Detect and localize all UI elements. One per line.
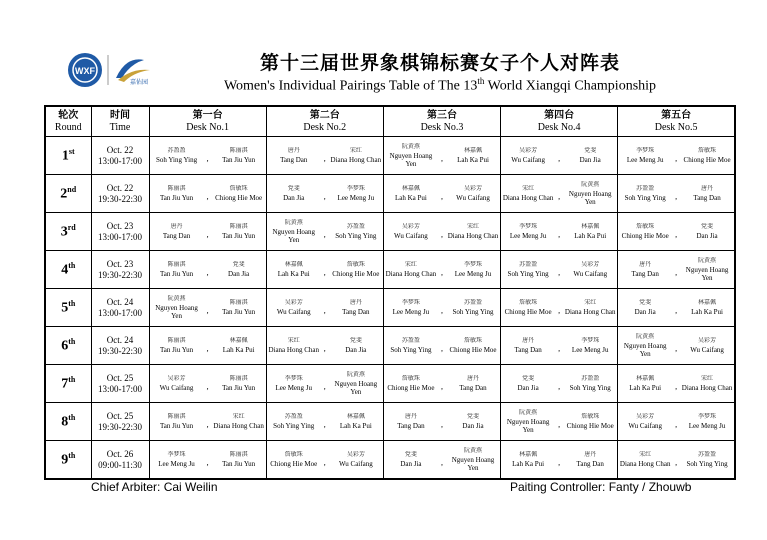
round-hours: 13:00-17:00: [98, 155, 142, 166]
player-black: 李梦珠 Lee Meng Ju: [454, 261, 492, 278]
round-time: [91, 137, 149, 175]
player-black: 陈丽淇 Tan Jiu Yun: [222, 223, 256, 240]
pairing-cell: [149, 175, 266, 213]
pairing-cell: [501, 289, 618, 327]
player-red: 林嘉佩 Lah Ka Pui: [512, 451, 545, 468]
desk-header: 第五台 Desk No.5: [618, 106, 735, 137]
round-time: [91, 327, 149, 365]
pairing-cell: [383, 213, 500, 251]
player-black: 林嘉佩 Lah Ka Pui: [574, 223, 607, 240]
separator: ,: [440, 458, 443, 467]
player-red: 苏盈盈 Soh Ying Ying: [507, 261, 549, 278]
pairing-cell: [501, 403, 618, 441]
separator: ,: [440, 420, 443, 429]
player-red: 阮黄燕 Nguyen Hoang Yen: [155, 295, 198, 320]
player-black: 吴彩芳 Wu Caifang: [456, 185, 490, 202]
player-red: 李梦珠 Lee Meng Ju: [158, 451, 195, 468]
round-hours: 19:30-22:30: [98, 269, 142, 280]
player-red: 林嘉佩 Lah Ka Pui: [277, 261, 310, 278]
player-black: 苏盈盈 Soh Ying Ying: [686, 451, 728, 468]
pairing-cell: [501, 213, 618, 251]
player-black: 阮黄燕 Nguyen Hoang Yen: [685, 257, 729, 282]
player-black: 陈丽淇 Tan Jiu Yun: [222, 147, 256, 164]
player-red: 李梦珠 Lee Meng Ju: [626, 147, 664, 164]
player-black: 阮黄燕 Nguyen Hoang Yen: [334, 371, 378, 396]
separator: ,: [558, 230, 561, 239]
separator: ,: [675, 268, 678, 277]
round-row: [45, 327, 735, 365]
pairing-cell: [266, 213, 383, 251]
pairing-cell: [501, 327, 618, 365]
separator: ,: [675, 382, 678, 391]
player-red: 阮黄燕 Nguyen Hoang Yen: [389, 143, 433, 168]
pairing-cell: [618, 441, 735, 480]
separator: ,: [323, 192, 326, 201]
player-red: 吴彩芳 Wu Caifang: [511, 147, 545, 164]
separator: ,: [558, 306, 561, 315]
player-red: 苏盈盈 Soh Ying Ying: [273, 413, 315, 430]
player-black: 林嘉佩 Lah Ka Pui: [339, 413, 372, 430]
player-red: 党斐 Dan Jia: [400, 451, 422, 468]
player-red: 苏盈盈 Soh Ying Ying: [155, 147, 198, 164]
separator: ,: [440, 268, 443, 277]
player-red: 詹敏珠 Chiong Hie Moe: [621, 223, 669, 240]
player-black: 宋红 Diana Hong Chan: [564, 299, 616, 316]
separator: ,: [558, 154, 561, 163]
desk-header: 第一台 Desk No.1: [149, 106, 266, 137]
player-black: 党斐 Dan Jia: [579, 147, 601, 164]
player-red: 苏盈盈 Soh Ying Ying: [390, 337, 432, 354]
pairing-cell: [383, 251, 500, 289]
round-hours: 19:30-22:30: [98, 345, 142, 356]
pairing-cell: [618, 327, 735, 365]
player-black: 陈丽淇 Tan Jiu Yun: [222, 451, 256, 468]
round-number: 6th: [45, 327, 91, 365]
round-time: [91, 251, 149, 289]
desk-header: 第二台 Desk No.2: [266, 106, 383, 137]
title-chinese: 第十三届世界象棋锦标赛女子个人对阵表: [259, 52, 620, 74]
separator: ,: [675, 154, 678, 163]
player-black: 党斐 Dan Jia: [462, 413, 484, 430]
player-black: 宋红 Diana Hong Chan: [330, 147, 382, 164]
round-date: Oct. 22: [106, 144, 134, 155]
player-black: 李梦珠 Lee Meng Ju: [337, 185, 375, 202]
round-hours: 13:00-17:00: [98, 231, 142, 242]
round-row: [45, 251, 735, 289]
player-black: 宋红 Diana Hong Chan: [681, 375, 733, 392]
pairing-cell: [266, 137, 383, 175]
separator: ,: [323, 268, 326, 277]
pairing-cell: [266, 289, 383, 327]
separator: ,: [558, 382, 561, 391]
round-date: Oct. 22: [106, 182, 134, 193]
player-red: 阮黄燕 Nguyen Hoang Yen: [506, 409, 550, 434]
player-black: 吴彩芳 Wu Caifang: [690, 337, 724, 354]
player-black: 唐丹 Tang Dan: [459, 375, 487, 392]
title-english: Women's Individual Pairings Table of The 13th World Xiangqi Championship: [223, 76, 657, 94]
separator: ,: [206, 268, 209, 277]
desk-header: 第三台 Desk No.3: [383, 106, 500, 137]
player-red: 林嘉佩 Lah Ka Pui: [394, 185, 427, 202]
player-black: 党斐 Dan Jia: [345, 337, 367, 354]
pairing-cell: [618, 403, 735, 441]
pairing-cell: [266, 441, 383, 480]
player-red: 陈丽淇 Tan Jiu Yun: [160, 337, 194, 354]
separator: ,: [323, 306, 326, 315]
round-date: Oct. 23: [106, 258, 134, 269]
player-black: 陈丽淇 Tan Jiu Yun: [222, 299, 256, 316]
pairing-cell: [501, 175, 618, 213]
pairing-cell: [266, 365, 383, 403]
pairing-cell: [618, 365, 735, 403]
player-red: 唐丹 Tang Dan: [162, 223, 191, 240]
player-red: 唐丹 Tang Dan: [397, 413, 425, 430]
pairing-cell: [149, 403, 266, 441]
pairing-cell: [618, 175, 735, 213]
player-red: 詹敏珠 Chiong Hie Moe: [387, 375, 435, 392]
pairing-cell: [149, 441, 266, 480]
player-red: 党斐 Dan Jia: [634, 299, 656, 316]
separator: ,: [323, 382, 326, 391]
pairing-cell: [618, 251, 735, 289]
player-red: 陈丽淇 Tan Jiu Yun: [160, 185, 194, 202]
time-header: 时间 Time: [91, 106, 149, 137]
pairing-cell: [501, 441, 618, 480]
round-number: 4th: [45, 251, 91, 289]
round-header: 轮次 Round: [45, 106, 91, 137]
round-time: [91, 403, 149, 441]
separator: ,: [675, 344, 678, 353]
separator: ,: [675, 192, 678, 201]
pairing-cell: [266, 251, 383, 289]
pairing-cell: [383, 441, 500, 480]
round-number: 5th: [45, 289, 91, 327]
round-number: 8th: [45, 403, 91, 441]
pairing-cell: [501, 137, 618, 175]
round-time: [91, 289, 149, 327]
separator: ,: [675, 420, 678, 429]
player-black: 詹敏珠 Chiong Hie Moe: [449, 337, 497, 354]
player-black: 吴彩芳 Wu Caifang: [338, 451, 373, 468]
player-black: 党斐 Dan Jia: [696, 223, 718, 240]
player-red: 党斐 Dan Jia: [283, 185, 305, 202]
separator: ,: [206, 458, 209, 467]
player-red: 吴彩芳 Wu Caifang: [628, 413, 663, 430]
round-date: Oct. 24: [106, 296, 134, 307]
round-number: 7th: [45, 365, 91, 403]
separator: ,: [558, 192, 561, 201]
pairing-cell: [266, 403, 383, 441]
separator: ,: [675, 306, 678, 315]
separator: ,: [440, 382, 443, 391]
player-red: 宋红 Diana Hong Chan: [619, 451, 671, 468]
desk-header: 第四台 Desk No.4: [501, 106, 618, 137]
player-red: 陈丽淇 Tan Jiu Yun: [160, 261, 194, 278]
player-red: 唐丹 Tang Dan: [514, 337, 542, 354]
round-hours: 19:30-22:30: [98, 193, 142, 204]
round-time: [91, 365, 149, 403]
player-black: 陈丽淇 Tan Jiu Yun: [222, 375, 256, 392]
separator: ,: [206, 230, 209, 239]
round-row: [45, 137, 735, 175]
separator: ,: [440, 192, 443, 201]
round-date: Oct. 25: [106, 410, 134, 421]
round-date: Oct. 25: [106, 372, 134, 383]
round-number: 3rd: [45, 213, 91, 251]
separator: ,: [440, 154, 443, 163]
separator: ,: [206, 420, 209, 429]
player-red: 阮黄燕 Nguyen Hoang Yen: [623, 333, 667, 358]
player-red: 詹敏珠 Chiong Hie Moe: [270, 451, 318, 468]
logo-caption: 嘉佑园: [130, 79, 149, 86]
separator: ,: [675, 458, 678, 467]
round-hours: 19:30-22:30: [98, 421, 142, 432]
player-black: 李梦珠 Lee Meng Ju: [688, 413, 726, 430]
round-row: [45, 213, 735, 251]
player-red: 唐丹 Tang Dan: [631, 261, 659, 278]
player-black: 林嘉佩 Lah Ka Pui: [691, 299, 723, 316]
separator: ,: [323, 154, 326, 163]
player-red: 宋红 Diana Hong Chan: [385, 261, 437, 278]
player-black: 宋红 Diana Hong Chan: [447, 223, 499, 240]
pairing-cell: [383, 327, 500, 365]
separator: ,: [440, 306, 443, 315]
round-row: [45, 365, 735, 403]
header-row: [45, 106, 735, 137]
round-time: [91, 175, 149, 213]
player-red: 李梦珠 Lee Meng Ju: [392, 299, 430, 316]
separator: ,: [323, 458, 326, 467]
pairing-cell: [383, 175, 500, 213]
pairings-table: [44, 105, 736, 480]
separator: ,: [206, 382, 209, 391]
separator: ,: [206, 154, 209, 163]
player-red: 詹敏珠 Chiong Hie Moe: [504, 299, 552, 316]
round-date: Oct. 23: [106, 220, 134, 231]
player-red: 林嘉佩 Lah Ka Pui: [629, 375, 662, 392]
separator: ,: [206, 306, 209, 315]
player-red: 陈丽淇 Tan Jiu Yun: [160, 413, 194, 430]
round-row: [45, 175, 735, 213]
separator: ,: [558, 458, 561, 467]
player-black: 詹敏珠 Chiong Hie Moe: [332, 261, 380, 278]
pairing-cell: [618, 213, 735, 251]
round-date: Oct. 24: [106, 334, 134, 345]
round-number: 1st: [45, 137, 91, 175]
pairing-cell: [149, 327, 266, 365]
player-red: 苏盈盈 Soh Ying Ying: [624, 185, 666, 202]
separator: ,: [675, 230, 678, 239]
round-hours: 09:00-11:30: [98, 459, 142, 470]
player-red: 宋红 Diana Hong Chan: [502, 185, 554, 202]
pairing-cell: [618, 289, 735, 327]
player-black: 詹敏珠 Chiong Hie Moe: [683, 147, 731, 164]
separator: ,: [440, 230, 443, 239]
round-date: Oct. 26: [106, 448, 134, 459]
player-black: 唐丹 Tang Dan: [342, 299, 370, 316]
separator: ,: [558, 420, 561, 429]
pairing-controller: Paiting Controller: Fanty / Zhouwb: [510, 480, 692, 494]
player-red: 阮黄燕 Nguyen Hoang Yen: [272, 219, 316, 244]
separator: ,: [206, 192, 209, 201]
player-black: 唐丹 Tang Dan: [693, 185, 721, 202]
player-black: 阮黄燕 Nguyen Hoang Yen: [451, 447, 495, 472]
round-hours: 13:00-17:00: [98, 383, 142, 394]
player-black: 吴彩芳 Wu Caifang: [573, 261, 608, 278]
chief-arbiter: Chief Arbiter: Cai Weilin: [91, 480, 218, 494]
player-black: 阮黄燕 Nguyen Hoang Yen: [568, 181, 612, 206]
round-time: [91, 213, 149, 251]
player-black: 林嘉佩 Lah Ka Pui: [457, 147, 489, 164]
separator: ,: [323, 420, 326, 429]
pairing-cell: [383, 403, 500, 441]
player-red: 李梦珠 Lee Meng Ju: [275, 375, 312, 392]
separator: ,: [558, 268, 561, 277]
player-black: 宋红 Diana Hong Chan: [213, 413, 264, 430]
pairing-cell: [149, 213, 266, 251]
player-black: 苏盈盈 Soh Ying Ying: [335, 223, 377, 240]
pairing-cell: [266, 327, 383, 365]
player-black: 李梦珠 Lee Meng Ju: [571, 337, 609, 354]
round-number: 2nd: [45, 175, 91, 213]
pairing-cell: [501, 251, 618, 289]
player-red: 李梦珠 Lee Meng Ju: [509, 223, 547, 240]
player-black: 詹敏珠 Chiong Hie Moe: [215, 185, 263, 202]
pairing-cell: [501, 365, 618, 403]
round-time: [91, 441, 149, 480]
separator: ,: [323, 344, 326, 353]
player-black: 苏盈盈 Soh Ying Ying: [569, 375, 611, 392]
pairing-cell: [266, 175, 383, 213]
logo-text: WXF: [75, 66, 95, 76]
pairing-cell: [383, 365, 500, 403]
pairing-cell: [149, 365, 266, 403]
separator: ,: [558, 344, 561, 353]
player-red: 党斐 Dan Jia: [517, 375, 539, 392]
round-hours: 13:00-17:00: [98, 307, 142, 318]
player-black: 詹敏珠 Chiong Hie Moe: [566, 413, 614, 430]
player-red: 唐丹 Tang Dan: [280, 147, 308, 164]
separator: ,: [440, 344, 443, 353]
pairing-cell: [149, 289, 266, 327]
pairing-cell: [149, 137, 266, 175]
player-black: 党斐 Dan Jia: [228, 261, 250, 278]
separator: ,: [323, 230, 326, 239]
player-black: 林嘉佩 Lah Ka Pui: [222, 337, 255, 354]
round-number: 9th: [45, 441, 91, 480]
player-black: 苏盈盈 Soh Ying Ying: [452, 299, 494, 316]
player-black: 唐丹 Tang Dan: [576, 451, 604, 468]
round-row: [45, 441, 735, 480]
pairing-cell: [383, 289, 500, 327]
pairing-cell: [383, 137, 500, 175]
pairing-cell: [149, 251, 266, 289]
wxf-logo: [66, 50, 156, 90]
round-row: [45, 289, 735, 327]
player-red: 吴彩芳 Wu Caifang: [394, 223, 428, 240]
player-red: 吴彩芳 Wu Caifang: [159, 375, 194, 392]
pairing-cell: [618, 137, 735, 175]
separator: ,: [206, 344, 209, 353]
player-red: 宋红 Diana Hong Chan: [268, 337, 319, 354]
round-row: [45, 403, 735, 441]
player-red: 吴彩芳 Wu Caifang: [276, 299, 311, 316]
